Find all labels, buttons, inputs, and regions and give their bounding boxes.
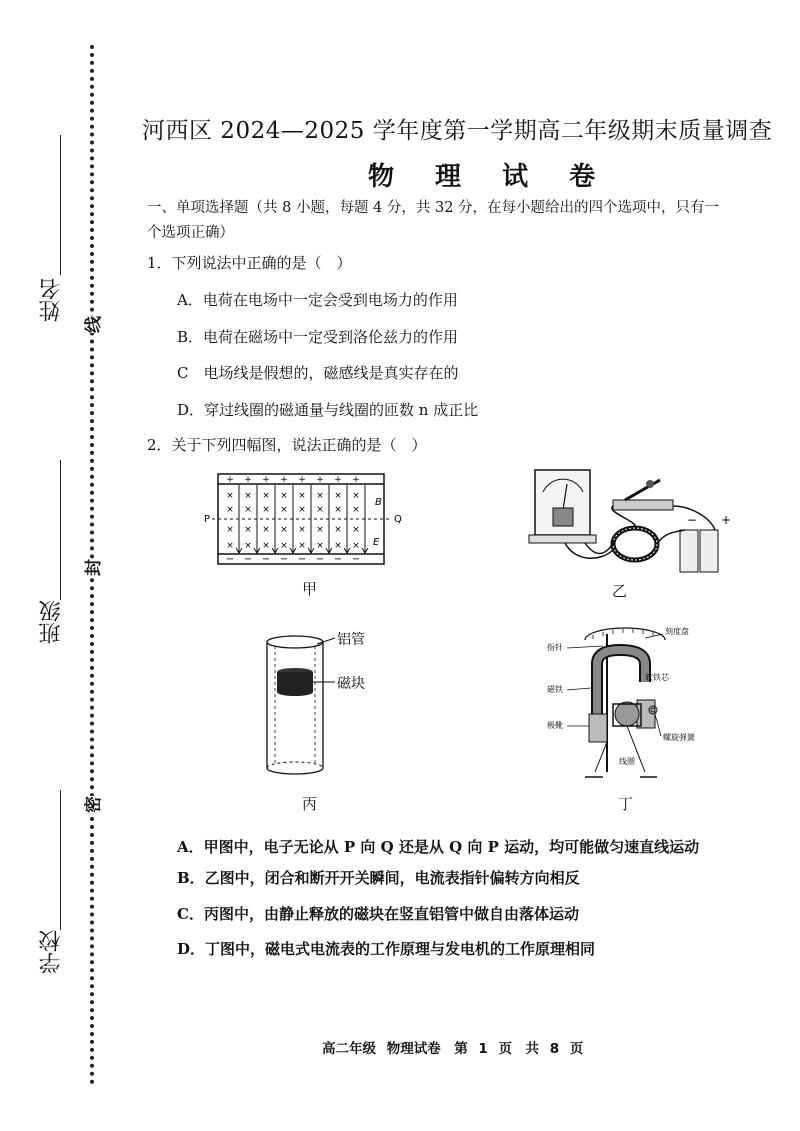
label-iron-core: 软铁芯 bbox=[645, 673, 669, 682]
q2-option-d: D．丁图中，磁电式电流表的工作原理与发电机的工作原理相同 bbox=[177, 940, 596, 958]
caption-ding: 丁 bbox=[618, 795, 634, 813]
b-field-cross: × bbox=[280, 491, 288, 501]
b-field-cross: × bbox=[244, 541, 252, 551]
b-field-cross: × bbox=[244, 525, 252, 535]
q1-stem: 1．下列说法中正确的是（ ） bbox=[147, 254, 352, 272]
b-field-cross: × bbox=[280, 505, 288, 515]
name-label: 姓名 bbox=[39, 278, 64, 322]
caption-yi: 乙 bbox=[612, 582, 628, 600]
q2-option-b: B．乙图中，闭合和断开开关瞬间，电流表指针偏转方向相反 bbox=[177, 869, 580, 887]
q1-option-c: C 电场线是假想的，磁感线是真实存在的 bbox=[177, 364, 459, 382]
battery-cell bbox=[700, 530, 718, 572]
section1-heading-line2: 个选项正确） bbox=[147, 225, 234, 241]
label-pointer: 指针 bbox=[547, 643, 563, 652]
b-field-cross: × bbox=[352, 505, 360, 515]
b-field-cross: × bbox=[334, 505, 342, 515]
figure-bing-magnet-tube bbox=[255, 630, 385, 780]
b-field-cross: × bbox=[262, 541, 270, 551]
switch-base bbox=[613, 500, 673, 510]
b-field-cross: × bbox=[298, 491, 306, 501]
class-underline bbox=[60, 460, 61, 600]
figure-yi-induction-circuit bbox=[525, 462, 750, 577]
battery-plus: + bbox=[721, 513, 732, 527]
plate-minus-sign: − bbox=[297, 554, 307, 565]
b-field-cross: × bbox=[316, 505, 324, 515]
plate-plus-sign: + bbox=[262, 475, 270, 485]
figure-ding-galvanometer bbox=[545, 622, 705, 787]
battery-minus: − bbox=[687, 513, 698, 527]
q2-option-c: C．丙图中，由静止释放的磁块在竖直铝管中做自由落体运动 bbox=[177, 905, 579, 923]
b-field-cross: × bbox=[352, 525, 360, 535]
q1-option-d: D．穿过线圈的磁通量与线圈的匝数 n 成正比 bbox=[177, 401, 479, 419]
exam-title: 河西区 2024—2025 学年度第一学期高二年级期末质量调查 bbox=[142, 118, 773, 144]
plate-plus-sign: + bbox=[352, 475, 360, 485]
b-field-cross: × bbox=[226, 541, 234, 551]
b-field-cross: × bbox=[316, 491, 324, 501]
caption-jia: 甲 bbox=[302, 580, 318, 598]
plate-minus-sign: − bbox=[351, 554, 361, 565]
label-dial: 刻度盘 bbox=[665, 627, 689, 636]
label-magnet: 磁块 bbox=[337, 676, 365, 692]
q2-option-a: A．甲图中，电子无论从 P 向 Q 还是从 Q 向 P 运动，均可能做匀速直线运动 bbox=[177, 838, 700, 856]
b-field-cross: × bbox=[334, 525, 342, 535]
caption-bing: 丙 bbox=[302, 795, 318, 813]
b-field-cross: × bbox=[280, 525, 288, 535]
plate-plus-sign: + bbox=[316, 475, 324, 485]
label-P: P bbox=[203, 514, 210, 525]
school-underline bbox=[60, 790, 61, 930]
seal-char-mi: 密 bbox=[79, 796, 104, 813]
b-field-cross: × bbox=[352, 541, 360, 551]
label-tube: 铝管 bbox=[337, 632, 365, 648]
label-pole-shoe: 极靴 bbox=[547, 721, 563, 730]
section1-heading-line1: 一、单项选择题（共 8 小题，每题 4 分，共 32 分，在每小题给出的四个选项中，只有一 bbox=[147, 200, 720, 216]
b-field-cross: × bbox=[226, 491, 234, 501]
label-spring: 螺旋弹簧 bbox=[663, 733, 695, 742]
b-field-cross: × bbox=[352, 491, 360, 501]
label-coil: 线圈 bbox=[619, 757, 635, 766]
label-B: B bbox=[375, 497, 382, 508]
galvanometer-core bbox=[553, 508, 573, 526]
figure-jia-crossed-fields bbox=[200, 470, 400, 570]
b-field-cross: × bbox=[334, 491, 342, 501]
plate-plus-sign: + bbox=[244, 475, 252, 485]
b-field-cross: × bbox=[298, 505, 306, 515]
plate-plus-sign: + bbox=[280, 475, 288, 485]
b-field-cross: × bbox=[226, 525, 234, 535]
plate-minus-sign: − bbox=[279, 554, 289, 565]
b-field-cross: × bbox=[226, 505, 234, 515]
b-field-cross: × bbox=[244, 491, 252, 501]
b-field-cross: × bbox=[244, 505, 252, 515]
seal-char-line: 线 bbox=[79, 316, 104, 333]
plate-minus-sign: − bbox=[333, 554, 343, 565]
plate-minus-sign: − bbox=[315, 554, 325, 565]
pole-shoe bbox=[589, 714, 607, 742]
q2-stem: 2．关于下列四幅图，说法正确的是（ ） bbox=[147, 436, 427, 454]
name-underline bbox=[60, 135, 61, 275]
b-field-cross: × bbox=[298, 525, 306, 535]
b-field-cross: × bbox=[280, 541, 288, 551]
page-footer: 高二年级 物理试卷 第 1 页 共 8 页 bbox=[322, 1041, 584, 1057]
plate-plus-sign: + bbox=[226, 475, 234, 485]
seal-char-feng: 封 bbox=[79, 559, 104, 576]
label-E: E bbox=[373, 537, 380, 548]
plate-plus-sign: + bbox=[298, 475, 306, 485]
b-field-cross: × bbox=[334, 541, 342, 551]
iron-core bbox=[615, 702, 639, 726]
class-label: 班级 bbox=[39, 600, 64, 644]
plate-plus-sign: + bbox=[334, 475, 342, 485]
q1-option-a: A．电荷在电场中一定会受到电场力的作用 bbox=[177, 291, 458, 309]
exam-subtitle: 物 理 试 卷 bbox=[368, 162, 612, 192]
b-field-cross: × bbox=[262, 491, 270, 501]
school-label: 学校 bbox=[39, 930, 64, 974]
b-field-cross: × bbox=[262, 505, 270, 515]
label-Q: Q bbox=[394, 514, 402, 525]
b-field-cross: × bbox=[316, 541, 324, 551]
plate-minus-sign: − bbox=[261, 554, 271, 565]
b-field-cross: × bbox=[262, 525, 270, 535]
b-field-cross: × bbox=[316, 525, 324, 535]
switch-blade bbox=[625, 480, 660, 500]
q1-option-b: B．电荷在磁场中一定受到洛伦兹力的作用 bbox=[177, 328, 459, 346]
b-field-cross: × bbox=[298, 541, 306, 551]
plate-minus-sign: − bbox=[243, 554, 253, 565]
label-magnet: 磁铁 bbox=[547, 685, 563, 694]
plate-minus-sign: − bbox=[225, 554, 235, 565]
battery-cell bbox=[680, 530, 698, 572]
